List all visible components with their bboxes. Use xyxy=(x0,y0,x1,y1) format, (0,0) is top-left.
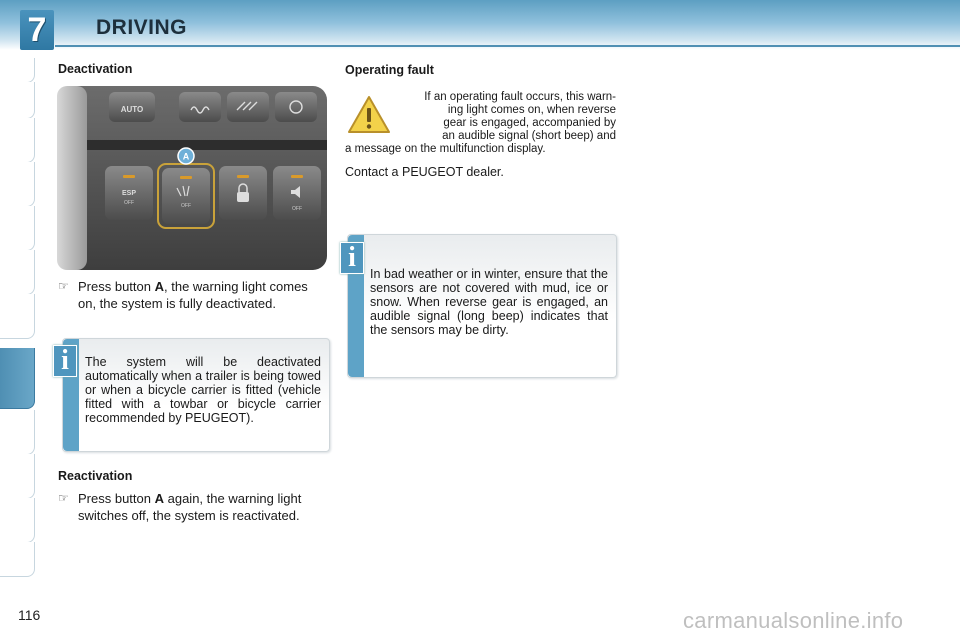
esp-label: ESP xyxy=(121,190,137,197)
weather-info-text: In bad weather or in winter, ensure that the sensors are not covered with mud, ice or snow. When reverse gear is engaged, an audible signal (long beep) indicates that the sensors may be dirty. xyxy=(370,267,608,337)
side-tab-6[interactable] xyxy=(0,250,35,295)
side-tab-8-active[interactable] xyxy=(0,348,35,409)
deactivation-instruction xyxy=(58,278,328,314)
contact-dealer-text: Contact a PEUGEOT dealer. xyxy=(345,165,504,179)
warning-triangle-icon xyxy=(346,94,392,136)
page-number: 116 xyxy=(18,607,41,623)
operating-fault-text xyxy=(400,91,616,143)
button-a-label: A xyxy=(182,151,190,162)
header-rule xyxy=(55,45,960,47)
watermark: carmanualsonline.info xyxy=(683,608,904,633)
deactivation-text-post: , the warning light comes on, the system is fully deactivated. xyxy=(78,279,308,311)
reactivation-heading: Reactivation xyxy=(58,469,133,483)
info-icon: i xyxy=(53,345,77,377)
reactivation-text-pre: Press button xyxy=(78,491,155,506)
parking-sensor-button-a xyxy=(158,164,214,228)
auto-button xyxy=(109,92,155,122)
chapter-title: DRIVING xyxy=(96,16,188,39)
side-tab-4[interactable] xyxy=(0,162,35,207)
esp-off-label: OFF xyxy=(124,200,134,206)
chapter-number-tab: 7 xyxy=(20,10,54,50)
fault-line-2: ing light comes on, when reverse xyxy=(447,104,616,116)
trailer-info-box xyxy=(62,338,330,452)
side-tab-11[interactable] xyxy=(0,498,35,543)
side-tab-3[interactable] xyxy=(0,118,35,163)
hand-pointer-icon: ☞ xyxy=(58,491,69,505)
weather-info-box xyxy=(347,234,617,378)
hand-pointer-icon: ☞ xyxy=(58,279,69,293)
side-tab-2[interactable] xyxy=(0,82,35,119)
button-a-callout xyxy=(178,148,194,164)
side-tab-12[interactable] xyxy=(0,542,35,577)
auto-label: AUTO xyxy=(120,105,144,114)
operating-fault-heading: Operating fault xyxy=(345,63,434,77)
side-tab-5[interactable] xyxy=(0,206,35,251)
park-off-label: OFF xyxy=(181,203,191,209)
alarm-sound-off-button xyxy=(273,166,321,220)
side-tab-10[interactable] xyxy=(0,454,35,499)
reactivation-button-key: A xyxy=(154,491,164,506)
dashboard-button-panel-illustration xyxy=(57,86,327,270)
fault-line-1: If an operating fault occurs, this warn- xyxy=(424,91,616,103)
side-tab-9[interactable] xyxy=(0,410,35,455)
reactivation-text-post: again, the warning light switches off, the system is reactivated. xyxy=(78,491,302,523)
esp-off-button xyxy=(105,166,153,220)
door-lock-button xyxy=(219,166,267,220)
side-tab-1[interactable] xyxy=(0,58,35,83)
operating-fault-continuation: a message on the multifunction display. xyxy=(345,143,546,155)
ventilation-button xyxy=(227,92,269,122)
trailer-info-text: The system will be deactivated automatically when a trailer is being towed or when a bicycle carrier is fitted (vehicle fitted with a towbar or bicycle carrier recommended by PEUGEOT). xyxy=(85,355,321,425)
side-chapter-tabs xyxy=(0,58,40,578)
rear-defrost-button xyxy=(179,92,221,122)
info-icon: i xyxy=(340,242,364,274)
fault-line-3: gear is engaged, accompanied by xyxy=(443,117,616,129)
recirculation-button xyxy=(275,92,317,122)
deactivation-heading: Deactivation xyxy=(58,62,133,76)
fault-line-4: an audible signal (short beep) and xyxy=(442,130,616,142)
deactivation-text-pre: Press button xyxy=(78,279,155,294)
reactivation-instruction xyxy=(58,490,328,526)
side-tab-7[interactable] xyxy=(0,294,35,339)
deactivation-button-key: A xyxy=(154,279,164,294)
sound-off-label: OFF xyxy=(292,206,302,212)
